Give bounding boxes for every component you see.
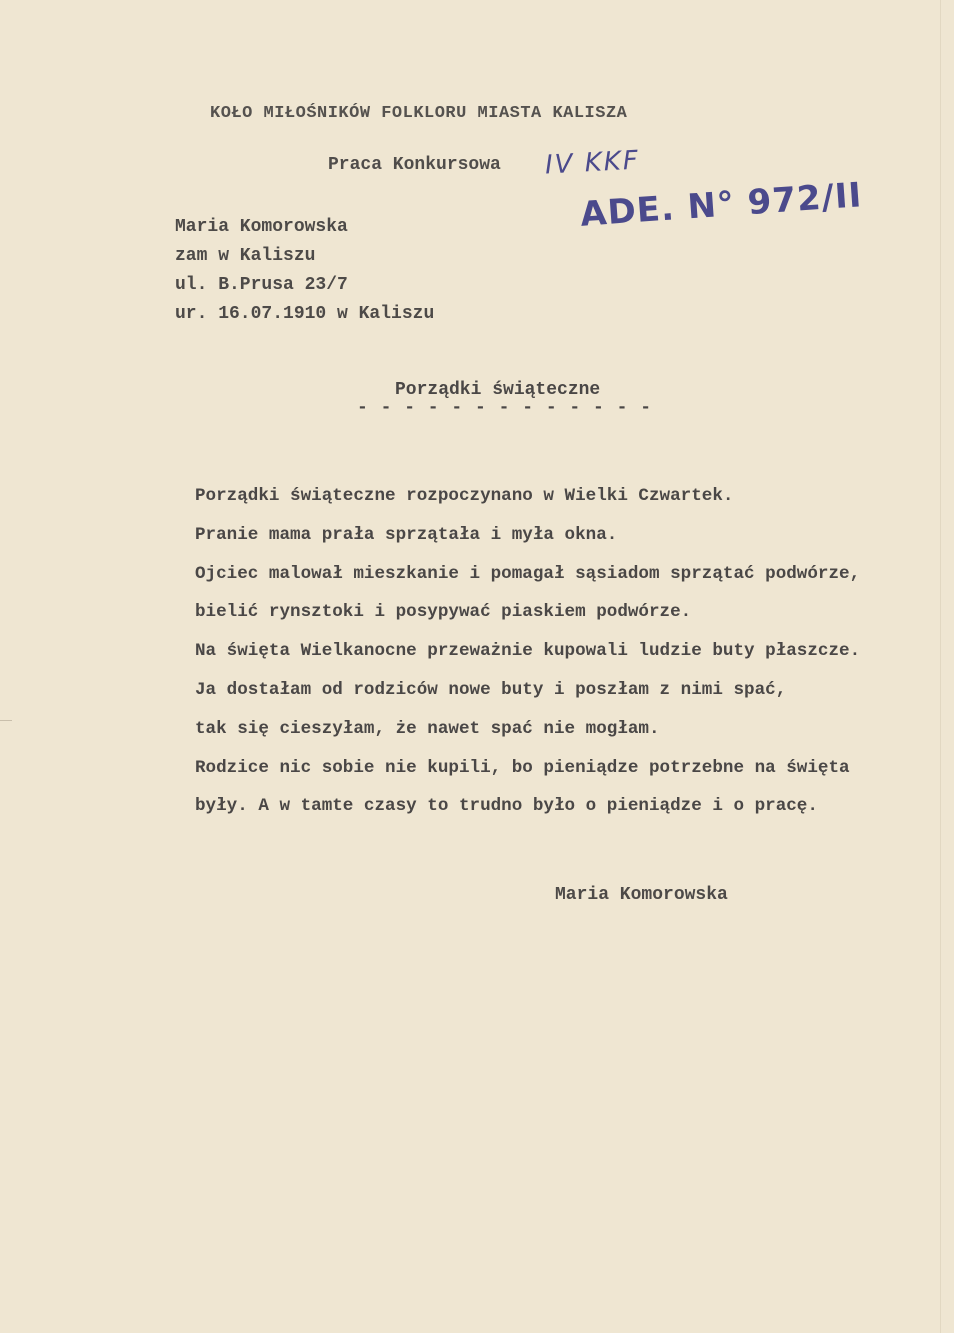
author-birth: ur. 16.07.1910 w Kaliszu: [175, 304, 435, 324]
competition-subtitle: Praca Konkursowa: [328, 155, 501, 175]
paper-edge-mark: [940, 0, 941, 1333]
handwritten-archive-number: ADE. N° 972/II: [578, 175, 864, 235]
title-underline: - - - - - - - - - - - - -: [357, 398, 653, 418]
organization-header: KOŁO MIŁOŚNIKÓW FOLKLORU MIASTA KALISZA: [210, 104, 628, 123]
document-title: Porządki świąteczne: [395, 380, 601, 400]
body-line: Ojciec malował mieszkanie i pomagał sąsiadom sprzątać podwórze,: [195, 563, 861, 584]
body-line: Porządki świąteczne rozpoczynano w Wielki Czwartek.: [195, 486, 734, 506]
body-line: były. A w tamte czasy to trudno było o pieniądze i o pracę.: [195, 796, 818, 817]
author-block: [175, 213, 434, 329]
body-line: Rodzice nic sobie nie kupili, bo pieniądze potrzebne na święta: [195, 757, 850, 778]
body-line: bielić rynsztoki i posypywać piaskiem podwórze.: [195, 602, 692, 623]
signature: Maria Komorowska: [555, 885, 728, 905]
paper-edge-mark: [0, 720, 12, 721]
author-address: ul. B.Prusa 23/7: [175, 275, 348, 295]
body-line: Na święta Wielkanocne przeważnie kupowali ludzie buty płaszcze.: [195, 641, 861, 662]
author-name: Maria Komorowska: [175, 217, 348, 237]
body-text: [195, 477, 860, 826]
body-line: Pranie mama prała sprzątała i myła okna.: [195, 524, 618, 545]
handwritten-collection-code: IV KKF: [544, 145, 641, 181]
body-line: tak się cieszyłam, że nawet spać nie mogłam.: [195, 718, 660, 739]
author-residence: zam w Kaliszu: [175, 246, 316, 266]
body-line: Ja dostałam od rodziców nowe buty i poszłam z nimi spać,: [195, 679, 787, 700]
